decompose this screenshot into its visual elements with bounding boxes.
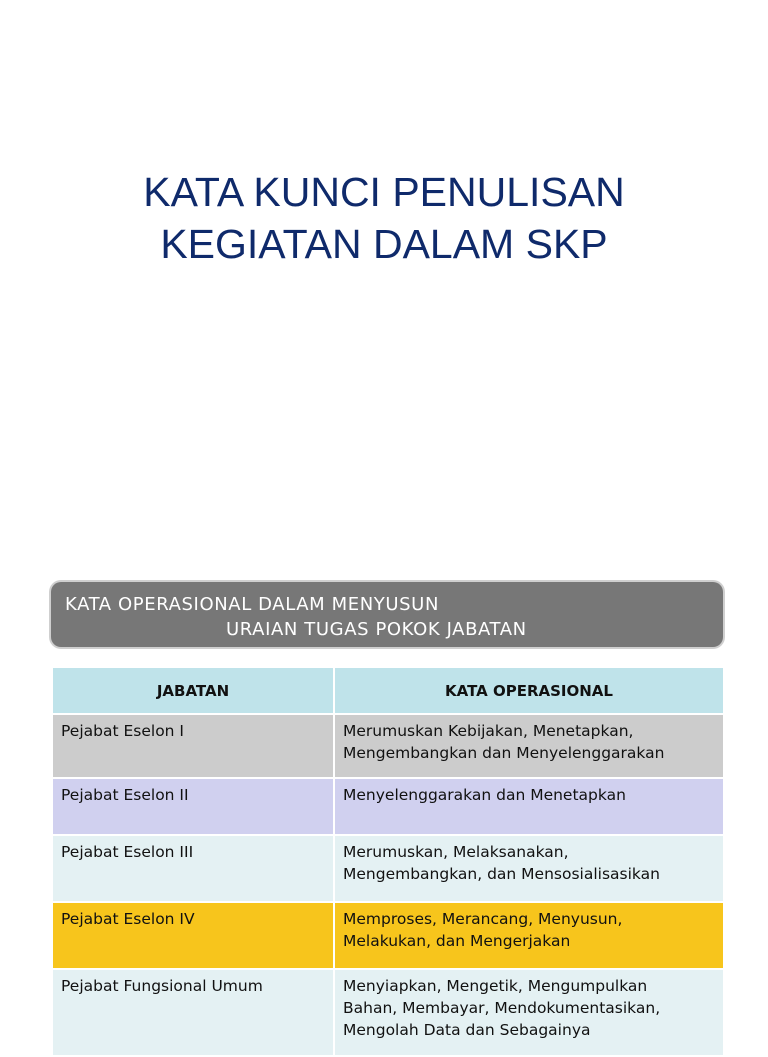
kata-line: Bahan, Membayar, Mendokumentasikan, [343, 999, 661, 1017]
cell-jabatan: Pejabat Eselon III [52, 835, 334, 902]
cell-kata-operasional [334, 969, 724, 1056]
cell-kata-operasional [334, 902, 724, 969]
kata-line: Mengolah Data dan Sebagainya [343, 1021, 591, 1039]
cell-jabatan: Pejabat Eselon II [52, 778, 334, 835]
cell-kata-operasional [334, 714, 724, 778]
kata-line: Memproses, Merancang, Menyusun, [343, 910, 623, 928]
banner-line-1: KATA OPERASIONAL DALAM MENYUSUN [65, 594, 440, 615]
table-row [52, 714, 724, 778]
header-jabatan: JABATAN [52, 667, 334, 714]
title-line-1: KATA KUNCI PENULISAN [143, 169, 625, 215]
kata-line: Mengembangkan, dan Mensosialisasikan [343, 865, 660, 883]
jabatan-table [51, 666, 725, 1057]
table-header-row [52, 667, 724, 714]
kata-line: Merumuskan, Melaksanakan, [343, 843, 569, 861]
kata-line: Menyelenggarakan dan Menetapkan [343, 786, 626, 804]
cell-jabatan: Pejabat Fungsional Umum [52, 969, 334, 1056]
banner-line-2: URAIAN TUGAS POKOK JABATAN [226, 619, 527, 640]
kata-line: Melakukan, dan Mengerjakan [343, 932, 571, 950]
table-row [52, 778, 724, 835]
title-line-2: KEGIATAN DALAM SKP [160, 221, 608, 267]
header-kata-operasional: KATA OPERASIONAL [334, 667, 724, 714]
cell-jabatan: Pejabat Eselon I [52, 714, 334, 778]
kata-line: Menyiapkan, Mengetik, Mengumpulkan [343, 977, 648, 995]
cell-kata-operasional [334, 835, 724, 902]
table-row [52, 902, 724, 969]
section-banner [51, 582, 723, 647]
table-row [52, 835, 724, 902]
page-title [0, 166, 768, 270]
kata-line: Mengembangkan dan Menyelenggarakan [343, 744, 665, 762]
cell-kata-operasional [334, 778, 724, 835]
cell-jabatan: Pejabat Eselon IV [52, 902, 334, 969]
kata-line: Merumuskan Kebijakan, Menetapkan, [343, 722, 634, 740]
table-row [52, 969, 724, 1056]
